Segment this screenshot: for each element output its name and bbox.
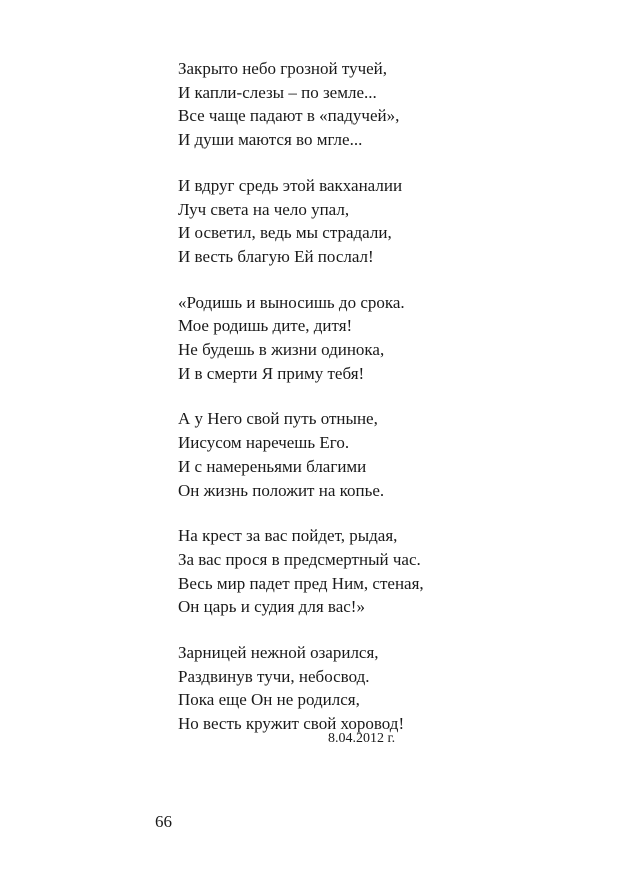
stanza-5 (178, 524, 598, 619)
poem-line: На крест за вас пойдет, рыдая, (178, 526, 398, 546)
poem-line: Зарницей нежной озарился, (178, 643, 379, 663)
poem-date: 8.04.2012 г. (328, 731, 396, 746)
poem-line: Иисусом наречешь Его. (178, 433, 350, 453)
stanza-6 (178, 641, 598, 736)
stanza-2 (178, 174, 598, 269)
poem-line: «Родишь и выносишь до срока. (178, 292, 405, 312)
poem-line: Закрыто небо грозной тучей, (178, 59, 388, 78)
poem-line: И души маются во мгле... (178, 130, 363, 150)
stanza-3 (178, 291, 598, 386)
poem-line: Пока еще Он не родился, (178, 690, 360, 710)
poem-line: А у Него свой путь отныне, (178, 409, 378, 429)
poem-line: Не будешь в жизни одинока, (178, 340, 385, 360)
poem-line: Все чаще падают в «падучей», (178, 106, 400, 126)
poem-line: Раздвинув тучи, небосвод. (178, 666, 370, 686)
poem-line: Но весть кружит свой хоровод! (178, 714, 405, 734)
stanza-1 (178, 57, 598, 152)
page-number: 66 (155, 812, 172, 831)
poem-line: Он жизнь положит на копье. (178, 480, 385, 500)
poem-line: И осветил, ведь мы страдали, (178, 223, 392, 243)
poem-line: Весь мир падет пред Ним, стеная, (178, 573, 424, 593)
poem-line: Он царь и судия для вас!» (178, 597, 365, 617)
poem-line: Мое родишь дите, дитя! (178, 316, 353, 336)
poem-line: И вдруг средь этой вакханалии (178, 175, 403, 195)
poem-line: И с намереньями благими (178, 456, 367, 476)
poem-line: За вас прося в предсмертный час. (178, 549, 421, 569)
poem-line: И капли-слезы – по земле... (178, 82, 377, 102)
poem (178, 57, 598, 758)
stanza-4 (178, 407, 598, 502)
poem-line: И весть благую Ей послал! (178, 246, 374, 266)
poem-line: И в смерти Я приму тебя! (178, 363, 365, 383)
poem-line: Луч света на чело упал, (178, 199, 350, 219)
